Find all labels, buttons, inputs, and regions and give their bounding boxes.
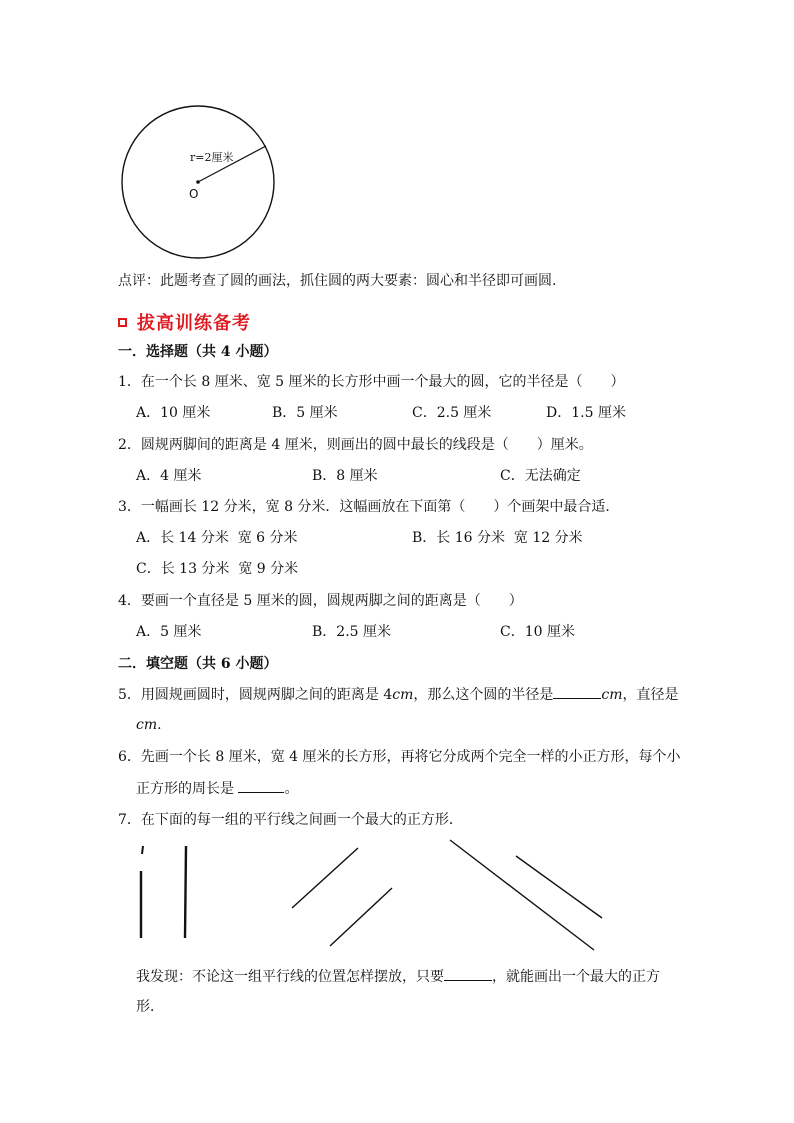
q1-option-a: A．10 厘米 bbox=[136, 405, 211, 421]
q6-blank-perimeter[interactable] bbox=[238, 778, 284, 793]
q3-option-b: B．长 16 分米 宽 12 分米 bbox=[412, 530, 583, 546]
q3-option-c: C．长 13 分米 宽 9 分米 bbox=[136, 561, 299, 577]
q4-option-a: A．5 厘米 bbox=[136, 624, 202, 640]
q4-option-b: B．2.5 厘米 bbox=[312, 624, 392, 640]
q6-text-end: 。 bbox=[284, 781, 299, 797]
parallel-line-1a bbox=[142, 846, 143, 854]
comment-text: 点评：此题考查了圆的画法，抓住圆的两大要素：圆心和半径即可画圆. bbox=[118, 273, 557, 289]
question-1: 1．在一个长 8 厘米、宽 5 厘米的长方形中画一个最大的圆，它的半径是（ ） bbox=[118, 374, 625, 390]
q7-discovery-line2: 形． bbox=[136, 999, 164, 1015]
q2-option-a: A．4 厘米 bbox=[136, 468, 202, 484]
question-7: 7．在下面的每一组的平行线之间画一个最大的正方形． bbox=[118, 812, 463, 828]
part2-title: 二．填空题（共 6 小题） bbox=[118, 656, 278, 672]
q5-text-a: 5．用圆规画圆时，圆规两脚之间的距离是 4 bbox=[118, 687, 393, 703]
q1-option-b: B．5 厘米 bbox=[272, 405, 338, 421]
question-3: 3．一幅画长 12 分米，宽 8 分米．这幅画放在下面第（ ）个画架中最合适． bbox=[118, 499, 620, 515]
parallel-line-3a bbox=[450, 840, 594, 950]
parallel-line-1c bbox=[185, 846, 186, 938]
question-2: 2．圆规两脚间的距离是 4 厘米，则画出的圆中最长的线段是（ ）厘米。 bbox=[118, 437, 593, 453]
q5-unit-2: cm bbox=[601, 687, 623, 703]
q4-option-c: C．10 厘米 bbox=[500, 624, 575, 640]
center-label: O bbox=[189, 187, 199, 201]
q1-option-d: D．1.5 厘米 bbox=[546, 405, 626, 421]
parallel-line-2a bbox=[292, 848, 358, 908]
question-5-line2 bbox=[136, 715, 162, 735]
q7-discovery bbox=[136, 966, 660, 987]
q5-blank-radius[interactable] bbox=[553, 684, 601, 699]
parallel-lines-figure bbox=[136, 838, 606, 954]
center-dot bbox=[196, 180, 200, 184]
q5-text-c: ，直径是 bbox=[622, 687, 679, 703]
section-title: 拔高训练备考 bbox=[137, 313, 251, 334]
question-5 bbox=[118, 684, 679, 705]
q7-discovery-b: ，就能画出一个最大的正方 bbox=[492, 969, 660, 985]
circle-figure bbox=[120, 104, 280, 264]
parallel-line-3b bbox=[516, 856, 602, 918]
radius-label: r=2厘米 bbox=[190, 151, 234, 164]
q2-option-b: B．8 厘米 bbox=[312, 468, 378, 484]
parallel-line-2b bbox=[330, 888, 392, 946]
question-4: 4．要画一个直径是 5 厘米的圆，圆规两脚之间的距离是（ ） bbox=[118, 593, 523, 609]
q3-option-a: A．长 14 分米 宽 6 分米 bbox=[136, 530, 298, 546]
q2-option-c: C．无法确定 bbox=[500, 468, 581, 484]
q5-text-b: ，那么这个圆的半径是 bbox=[413, 687, 554, 703]
q6-text: 正方形的周长是 bbox=[136, 781, 239, 797]
question-6: 6．先画一个长 8 厘米，宽 4 厘米的长方形，再将它分成两个完全一样的小正方形，每个小 bbox=[118, 749, 681, 765]
q5-unit-3: cm bbox=[136, 717, 158, 733]
q5-unit-1: cm bbox=[392, 687, 414, 703]
part1-title: 一．选择题（共 4 小题） bbox=[118, 344, 278, 360]
section-heading bbox=[118, 309, 251, 335]
square-bullet-icon bbox=[118, 318, 127, 327]
q1-option-c: C．2.5 厘米 bbox=[412, 405, 492, 421]
q5-text-d: . bbox=[157, 717, 162, 733]
q7-discovery-a: 我发现：不论这一组平行线的位置怎样摆放，只要 bbox=[136, 969, 444, 985]
q7-blank-condition[interactable] bbox=[444, 966, 492, 981]
question-6-line2 bbox=[136, 778, 298, 799]
